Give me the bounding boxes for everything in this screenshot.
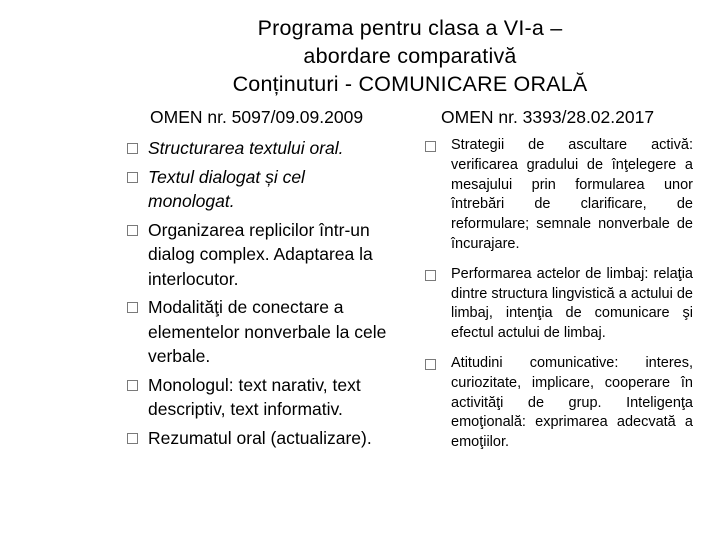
list-item-text: Performarea actelor de limbaj: relaţia dintre structura lingvistică a actului de limbaj, intenţia de comunicare şi efectul actului de limbaj. bbox=[451, 265, 693, 342]
list-item bbox=[423, 354, 693, 453]
square-bullet-icon bbox=[127, 302, 138, 313]
square-bullet-icon bbox=[127, 380, 138, 391]
list-item-text: Organizarea replicilor într-un dialog complex. Adaptarea la interlocutor. bbox=[148, 219, 373, 289]
square-bullet-icon bbox=[425, 141, 436, 152]
square-bullet-icon bbox=[425, 359, 436, 370]
square-bullet-icon bbox=[425, 270, 436, 281]
square-bullet-icon bbox=[127, 143, 138, 154]
list-item bbox=[122, 165, 394, 214]
list-item-text: Atitudini comunicative: interes, curiozitate, implicare, cooperare în activităţi de grup. Inteligenţa emoţională: exprimarea adecvată a emoţiilor. bbox=[451, 354, 693, 451]
title-line-3: Conținuturi - COMUNICARE ORALĂ bbox=[232, 72, 588, 96]
left-column-list bbox=[122, 136, 394, 454]
list-item bbox=[122, 373, 394, 422]
list-item-text: Rezumatul oral (actualizare). bbox=[148, 427, 372, 448]
list-item bbox=[122, 426, 394, 451]
list-item bbox=[423, 265, 693, 344]
left-column-heading: OMEN nr. 5097/09.09.2009 bbox=[150, 107, 364, 127]
square-bullet-icon bbox=[127, 225, 138, 236]
list-item-text: Modalităţi de conectare a elementelor nonverbale la cele verbale. bbox=[148, 297, 387, 366]
list-item bbox=[423, 136, 693, 255]
list-item-text: Textul dialogat și cel monologat. bbox=[148, 166, 305, 211]
list-item bbox=[122, 295, 394, 369]
slide-title bbox=[130, 14, 690, 98]
list-item-text: Structurarea textului oral. bbox=[148, 138, 344, 158]
square-bullet-icon bbox=[127, 433, 138, 444]
square-bullet-icon bbox=[127, 172, 138, 183]
right-column-list bbox=[423, 136, 693, 463]
list-item-text: Strategii de ascultare activă: verificarea gradului de înţelegere a mesajului prin formularea unor întrebări de clarificare, de reformulare; semnale nonverbale de încurajare. bbox=[451, 137, 693, 252]
list-item-text: Monologul: text narativ, text descriptiv, text informativ. bbox=[148, 374, 361, 419]
title-line-1: Programa pentru clasa a VI-a – bbox=[257, 16, 563, 40]
list-item bbox=[122, 218, 394, 292]
right-column-heading: OMEN nr. 3393/28.02.2017 bbox=[441, 107, 655, 127]
title-line-2: abordare comparativă bbox=[303, 44, 517, 68]
list-item bbox=[122, 136, 394, 161]
